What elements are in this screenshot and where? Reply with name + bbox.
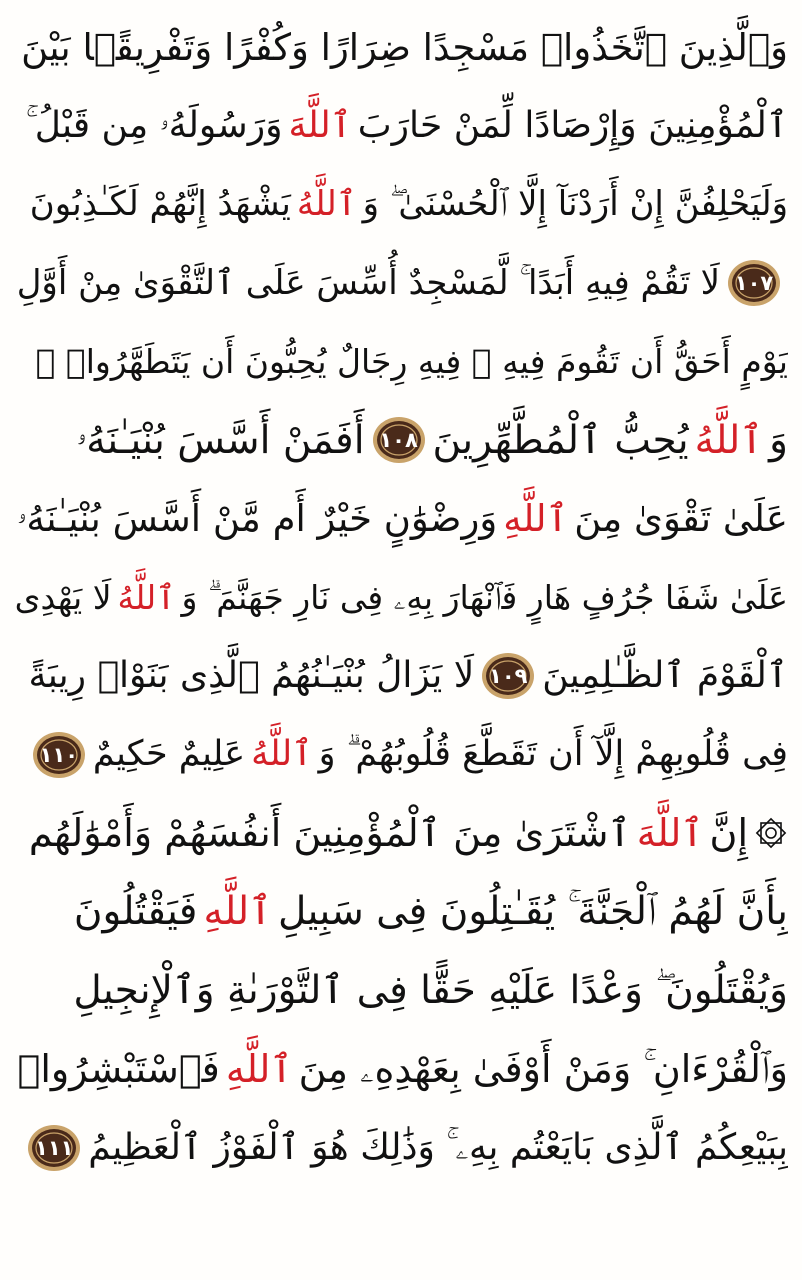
verse-text: بِأَنَّ لَهُمُ ٱلْجَنَّةَ ۚ يُقَـٰتِلُونَ فِى سَبِيلِ: [278, 889, 788, 935]
ayah-end-marker: [371, 415, 427, 465]
verse-text: وَرَسُولَهُۥ مِن قَبْلُ ۚ: [25, 104, 283, 146]
verse-line: [14, 165, 788, 244]
ayah-end-marker: [31, 730, 87, 780]
verse-line: [14, 1108, 788, 1187]
verse-line: [14, 637, 788, 716]
divine-name: ٱللَّهِ: [203, 889, 273, 935]
verse-line: [14, 1030, 788, 1109]
verse-line: [14, 715, 788, 794]
ayah-number: ١١٠: [39, 742, 79, 767]
ayah-number: ١٠٨: [379, 428, 418, 453]
verse-lines: [14, 8, 788, 1187]
ayah-end-marker: [26, 1123, 82, 1173]
verse-text: عَلَىٰ شَفَا جُرُفٍ هَارٍ فَٱنْهَارَ بِهِۦ فِى نَارِ جَهَنَّمَ ۗ وَ: [181, 577, 788, 617]
rub-el-hizb-icon: [754, 816, 788, 850]
verse-line: [14, 951, 788, 1030]
ayah-number: ١٠٧: [734, 271, 774, 296]
verse-line: [14, 322, 788, 401]
verse-text: فِى قُلُوبِهِمْ إِلَّآ أَن تَقَطَّعَ قُلُوبُهُمْ ۗ وَ: [318, 734, 788, 775]
divine-name: ٱللَّهِ: [503, 497, 569, 541]
divine-name: ٱللَّهِ: [225, 1047, 293, 1092]
verse-text: بِبَيْعِكُمُ ٱلَّذِى بَايَعْتُم بِهِۦ ۚ وَذَٰلِكَ هُوَ ٱلْفَوْزُ ٱلْعَظِيمُ: [88, 1126, 788, 1168]
verse-line: [14, 244, 788, 323]
ayah-end-marker: [480, 651, 536, 701]
verse-text: عَلَىٰ تَقْوَىٰ مِنَ: [574, 497, 788, 541]
verse-text: وَلَيَحْلِفُنَّ إِنْ أَرَدْنَآ إِلَّا ٱلْحُسْنَىٰ ۖ وَ: [362, 184, 788, 225]
verse-text: وَرِضْوَٰنٍ خَيْرٌ أَم مَّنْ أَسَّسَ بُنْيَـٰنَهُۥ: [17, 497, 498, 541]
divine-name: ٱللَّهَ: [636, 811, 704, 856]
verse-line: [14, 480, 788, 559]
verse-line: [14, 873, 788, 952]
verse-text: يَشْهَدُ إِنَّهُمْ لَكَـٰذِبُونَ: [29, 184, 291, 225]
verse-line: [14, 401, 788, 480]
divine-name: ٱللَّهَ: [288, 104, 352, 146]
verse-text: ٱشْتَرَىٰ مِنَ ٱلْمُؤْمِنِينَ أَنفُسَهُمْ وَأَمْوَٰلَهُم: [28, 811, 631, 856]
verse-text: ٱلْقَوْمَ ٱلظَّـٰلِمِينَ: [542, 655, 788, 697]
verse-text: لَا يَهْدِى: [14, 577, 112, 617]
divine-name: ٱللَّهُ: [251, 734, 313, 775]
verse-text: ٱلْمُؤْمِنِينَ وَإِرْصَادًا لِّمَنْ حَارَبَ: [357, 104, 788, 146]
ayah-end-marker: [726, 258, 782, 308]
divine-name: ٱللَّهُ: [694, 417, 764, 463]
verse-text: أَفَمَنْ أَسَّسَ بُنْيَـٰنَهُۥ: [76, 417, 365, 463]
ayah-number: ١١١: [35, 1135, 74, 1160]
verse-text: وَٱلَّذِينَ ٱتَّخَذُوا۟ مَسْجِدًا ضِرَارًا وَكُفْرًا وَتَفْرِيقًۢا بَيْنَ: [21, 25, 788, 69]
verse-text: وَ: [769, 417, 788, 463]
verse-line: [14, 558, 788, 637]
verse-text: إِنَّ: [709, 811, 748, 856]
divine-name: ٱللَّهُ: [117, 577, 176, 617]
verse-text: وَيُقْتَلُونَ ۖ وَعْدًا عَلَيْهِ حَقًّا فِى ٱلتَّوْرَىٰةِ وَٱلْإِنجِيلِ: [73, 967, 788, 1013]
verse-line: [14, 87, 788, 166]
verse-text: فَٱسْتَبْشِرُوا۟: [17, 1047, 220, 1092]
ayah-number: ١٠٩: [489, 664, 528, 689]
verse-text: لَا يَزَالُ بُنْيَـٰنُهُمُ ٱلَّذِى بَنَوْا۟ رِيبَةً: [28, 655, 475, 697]
verse-text: وَٱلْقُرْءَانِ ۚ وَمَنْ أَوْفَىٰ بِعَهْدِهِۦ مِنَ: [298, 1047, 788, 1092]
verse-line: [14, 8, 788, 87]
verse-text: فَيَقْتُلُونَ: [73, 889, 198, 935]
verse-text: عَلِيمٌ حَكِيمٌ: [92, 734, 246, 775]
verse-text: يَوْمٍ أَحَقُّ أَن تَقُومَ فِيهِ ۚ فِيهِ رِجَالٌ يُحِبُّونَ أَن يَتَطَهَّرُوا۟ ۚ: [35, 342, 788, 382]
divine-name: ٱللَّهُ: [296, 184, 357, 225]
verse-line: [14, 794, 788, 873]
verse-text: يُحِبُّ ٱلْمُطَّهِّرِينَ: [432, 417, 689, 463]
verse-text: لَا تَقُمْ فِيهِ أَبَدًا ۚ لَّمَسْجِدٌ أُسِّسَ عَلَى ٱلتَّقْوَىٰ مِنْ أَوَّلِ: [16, 263, 720, 304]
